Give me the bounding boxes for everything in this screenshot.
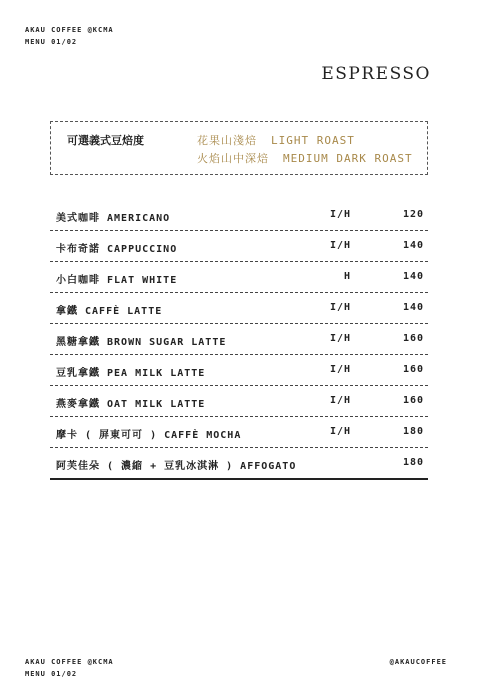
roast-option-light — [197, 132, 355, 148]
roast-option-zh: 火焰山中深焙 — [197, 152, 269, 165]
menu-item-name: 小白咖啡 FLAT WHITE — [56, 275, 178, 286]
footer-menu-page: MENU 01/02 — [25, 670, 78, 678]
menu-item-temp: I/H — [329, 364, 351, 375]
menu-item — [50, 324, 428, 355]
menu-item-name: 摩卡 ( 屏東可可 ) CAFFÈ MOCHA — [56, 430, 242, 441]
menu-item-price: 120 — [402, 209, 424, 220]
menu-item-temp: I/H — [329, 426, 351, 437]
menu-item-name: 黑糖拿鐵 BROWN SUGAR LATTE — [56, 337, 227, 348]
roast-option-en: LIGHT ROAST — [271, 134, 355, 147]
menu-item-name: 阿芙佳朵 ( 濃縮 + 豆乳冰淇淋 ) AFFOGATO — [56, 461, 297, 472]
menu-list — [50, 200, 428, 480]
menu-item-price: 140 — [402, 302, 424, 313]
roast-option-en: MEDIUM DARK ROAST — [283, 152, 413, 165]
menu-item — [50, 200, 428, 231]
header-menu-page: MENU 01/02 — [25, 38, 78, 46]
menu-item-price: 140 — [402, 240, 424, 251]
roast-option-zh: 花果山淺焙 — [197, 134, 257, 147]
roast-options-box — [50, 121, 428, 175]
menu-item-name: 拿鐵 CAFFÈ LATTE — [56, 306, 163, 317]
menu-item-name: 燕麥拿鐵 OAT MILK LATTE — [56, 399, 206, 410]
footer-social-handle: @AKAUCOFFEE — [389, 658, 447, 666]
menu-item-temp: H — [343, 271, 351, 282]
menu-item-name: 美式咖啡 AMERICANO — [56, 213, 171, 224]
menu-item-name: 豆乳拿鐵 PEA MILK LATTE — [56, 368, 206, 379]
menu-item — [50, 417, 428, 448]
menu-item — [50, 293, 428, 324]
menu-item-price: 180 — [402, 457, 424, 468]
header-brand-name: AKAU COFFEE @KCMA — [25, 26, 114, 34]
menu-item — [50, 386, 428, 417]
menu-item — [50, 355, 428, 386]
menu-item-temp: I/H — [329, 240, 351, 251]
menu-item — [50, 448, 428, 480]
menu-item — [50, 262, 428, 293]
menu-item-temp: I/H — [329, 302, 351, 313]
header-brand — [25, 24, 114, 48]
roast-label: 可選義式豆焙度 — [67, 134, 144, 147]
menu-item-temp: I/H — [329, 333, 351, 344]
menu-item-price: 160 — [402, 364, 424, 375]
menu-item-name: 卡布奇諾 CAPPUCCINO — [56, 244, 178, 255]
page-title: ESPRESSO — [321, 64, 431, 84]
menu-item-price: 160 — [402, 333, 424, 344]
menu-item-price: 180 — [402, 426, 424, 437]
menu-item-temp: I/H — [329, 209, 351, 220]
menu-item — [50, 231, 428, 262]
roast-option-medium-dark — [197, 150, 413, 166]
footer-brand-name: AKAU COFFEE @KCMA — [25, 658, 114, 666]
menu-item-price: 160 — [402, 395, 424, 406]
menu-item-price: 140 — [402, 271, 424, 282]
menu-item-temp: I/H — [329, 395, 351, 406]
footer-brand — [25, 656, 114, 680]
